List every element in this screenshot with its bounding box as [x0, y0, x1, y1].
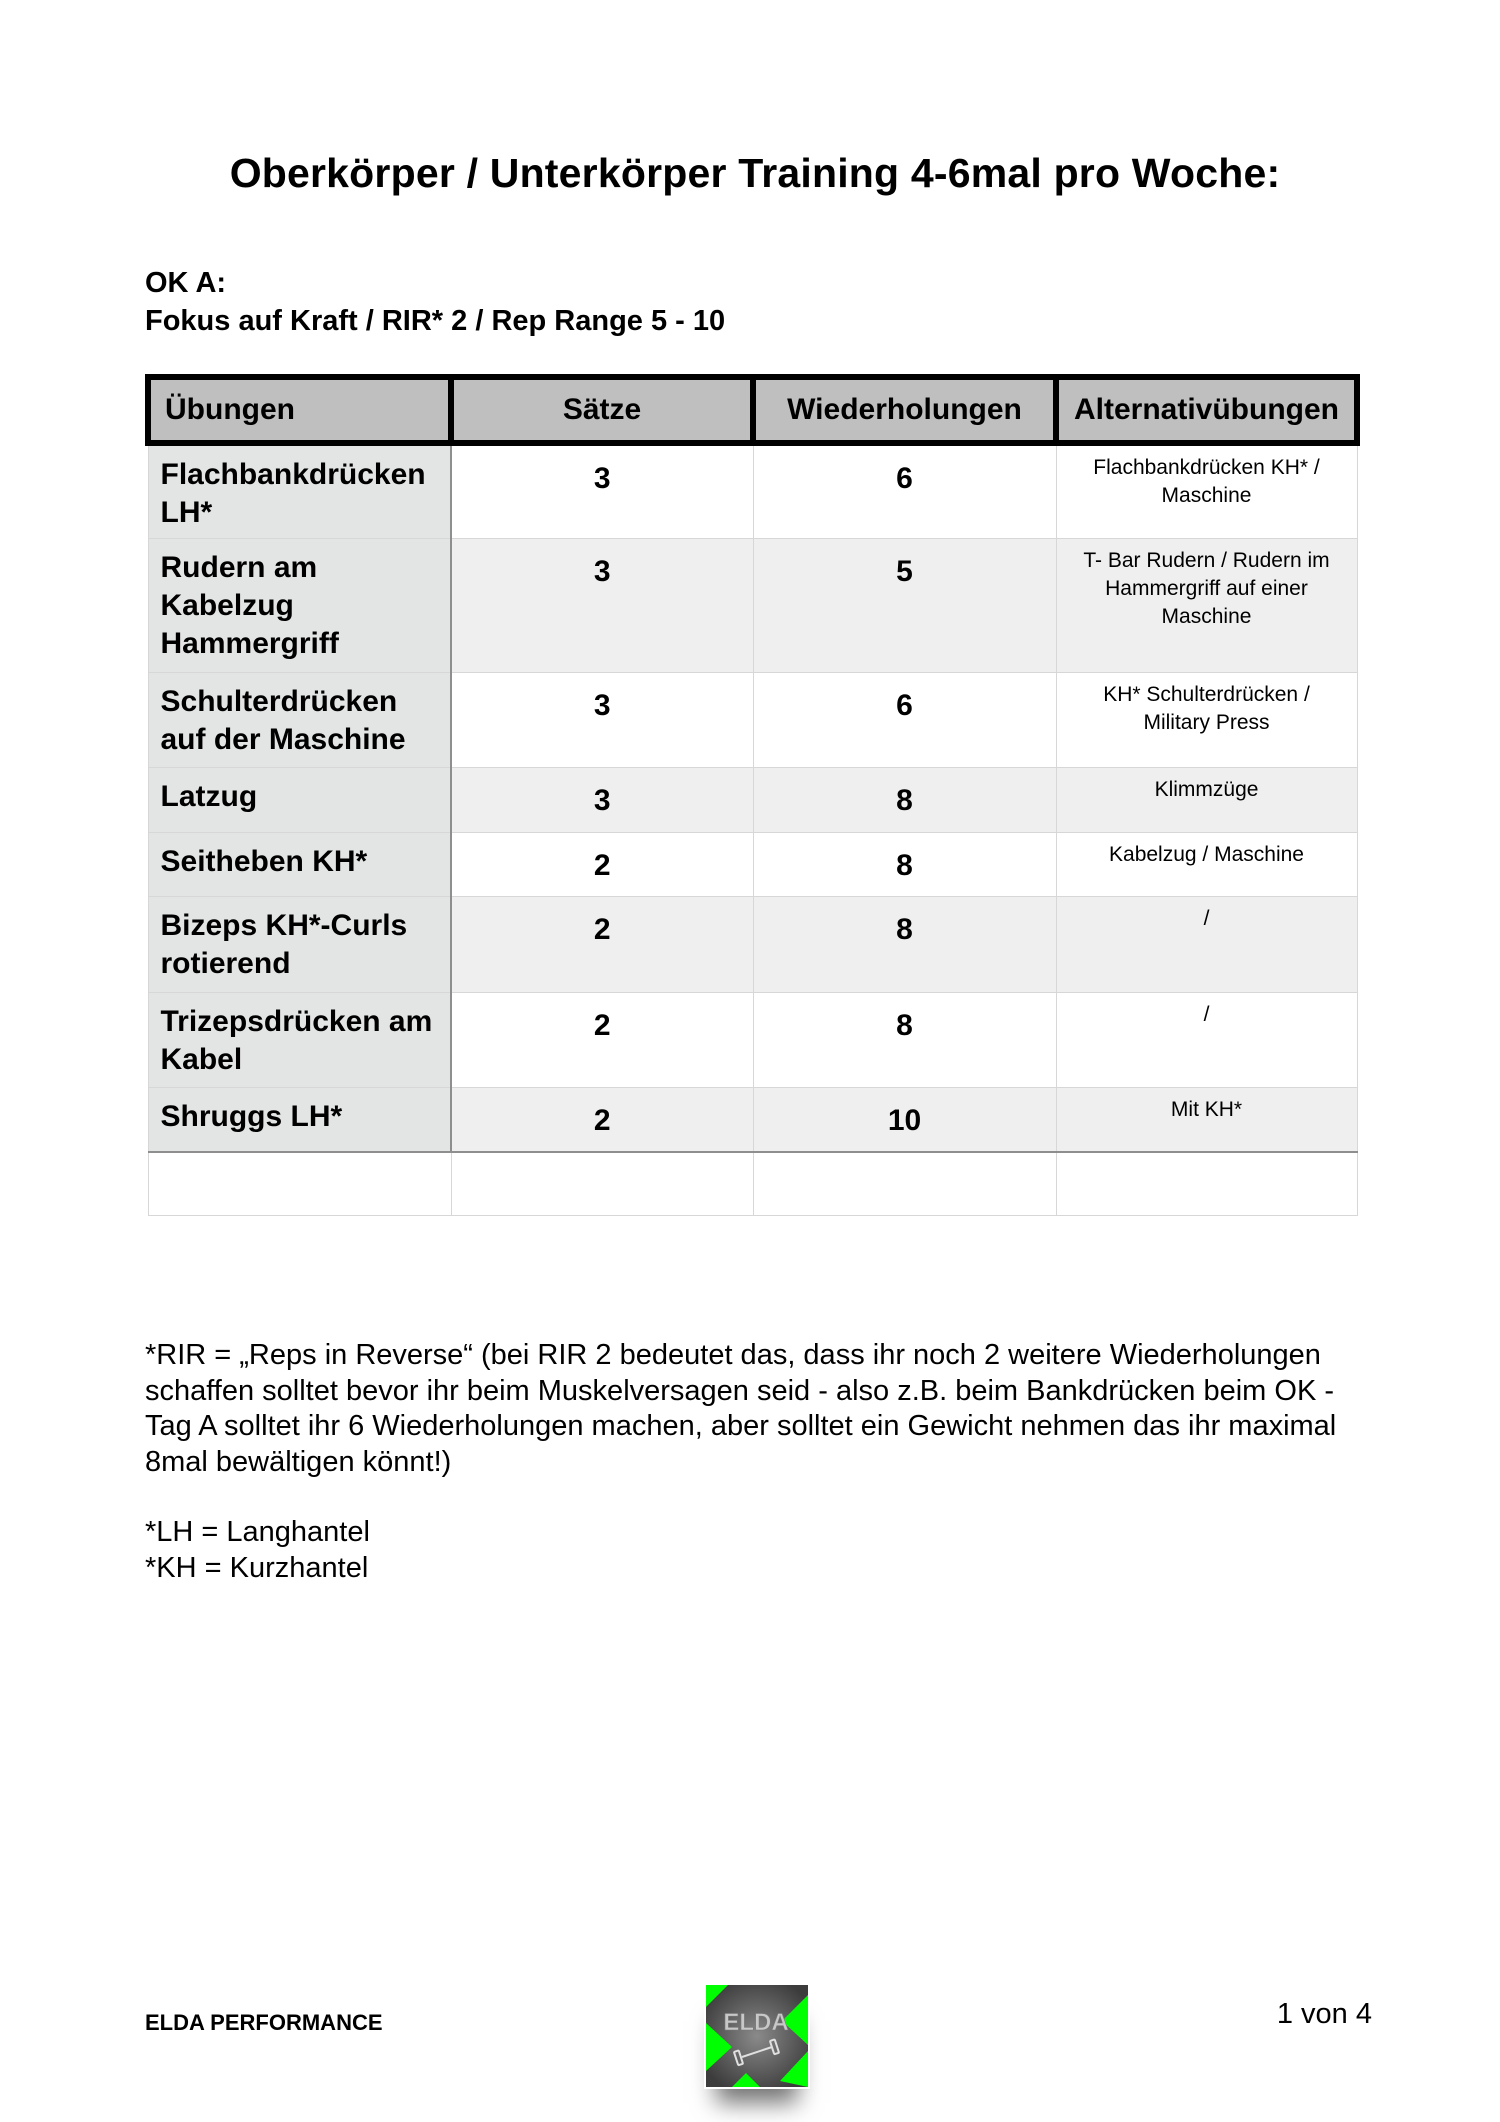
table-row — [148, 993, 1357, 1088]
exercise-cell: Trizepsdrücken am Kabel — [148, 993, 451, 1088]
reps-cell: 8 — [753, 833, 1056, 897]
table-row — [148, 833, 1357, 897]
exercise-cell: Shruggs LH* — [148, 1088, 451, 1152]
header-alternatives: Alternativübungen — [1056, 377, 1357, 443]
sets-cell: 2 — [451, 1088, 753, 1152]
table-row — [148, 1088, 1357, 1152]
footer-brand: ELDA PERFORMANCE — [145, 2010, 383, 2035]
reps-cell: 8 — [753, 768, 1056, 833]
table-row — [148, 443, 1357, 539]
empty-cell — [1056, 1152, 1357, 1216]
section-header — [145, 264, 725, 340]
sets-cell: 2 — [451, 897, 753, 993]
reps-cell: 6 — [753, 443, 1056, 539]
exercise-cell: Bizeps KH*-Curls rotierend — [148, 897, 451, 993]
empty-cell — [451, 1152, 753, 1216]
elda-logo — [704, 1983, 810, 2089]
table-row — [148, 673, 1357, 768]
empty-cell — [148, 1152, 451, 1216]
header-sets: Sätze — [451, 377, 753, 443]
reps-cell: 8 — [753, 897, 1056, 993]
alternative-cell: T- Bar Rudern / Rudern im Hammergriff auf einer Maschine — [1056, 539, 1357, 673]
sets-cell: 3 — [451, 768, 753, 833]
exercise-cell: Flachbankdrücken LH* — [148, 443, 451, 539]
training-table — [145, 374, 1360, 1216]
sets-cell: 3 — [451, 673, 753, 768]
alternative-cell: Klimmzüge — [1056, 768, 1357, 833]
alternative-cell: / — [1056, 993, 1357, 1088]
alternative-cell: / — [1056, 897, 1357, 993]
sets-cell: 3 — [451, 443, 753, 539]
page-title: Oberkörper / Unterkörper Training 4-6mal pro Woche: — [229, 150, 1281, 196]
alternative-cell: Kabelzug / Maschine — [1056, 833, 1357, 897]
section-focus: Fokus auf Kraft / RIR* 2 / Rep Range 5 - 10 — [145, 305, 726, 337]
header-reps: Wiederholungen — [753, 377, 1056, 443]
section-label: OK A: — [145, 267, 227, 299]
header-exercises: Übungen — [148, 377, 451, 443]
sets-cell: 3 — [451, 539, 753, 673]
exercise-cell: Rudern am Kabelzug Hammergriff — [148, 539, 451, 673]
alternative-cell: Mit KH* — [1056, 1088, 1357, 1152]
exercise-cell: Schulterdrücken auf der Maschine — [148, 673, 451, 768]
reps-cell: 6 — [753, 673, 1056, 768]
table-row — [148, 768, 1357, 833]
rir-footnote: *RIR = „Reps in Reverse“ (bei RIR 2 bedeutet das, dass ihr noch 2 weitere Wiederholungen schaffen solltet bevor ihr beim Muskelversagen seid - also z.B. beim Bankdrücken beim OK - Tag A solltet ihr 6 Wiederholungen machen, aber solltet ein Gewicht nehmen das ihr maximal 8mal bewältigen könnt!) — [145, 1339, 1337, 1478]
reps-cell: 8 — [753, 993, 1056, 1088]
kh-footnote: *KH = Kurzhantel — [145, 1551, 369, 1584]
logo-graphic — [706, 1985, 808, 2087]
empty-cell — [753, 1152, 1056, 1216]
table-row — [148, 897, 1357, 993]
exercise-cell: Seitheben KH* — [148, 833, 451, 897]
logo-text: ELDA — [723, 2009, 789, 2036]
alternative-cell: KH* Schulterdrücken / Military Press — [1056, 673, 1357, 768]
lh-footnote: *LH = Langhantel — [145, 1516, 370, 1548]
empty-table-row — [148, 1152, 1357, 1216]
table-header-row — [148, 377, 1357, 443]
page-indicator: 1 von 4 — [1276, 1998, 1372, 2030]
table-row — [148, 539, 1357, 673]
sets-cell: 2 — [451, 993, 753, 1088]
exercise-cell: Latzug — [148, 768, 451, 833]
reps-cell: 10 — [753, 1088, 1056, 1152]
footnotes — [145, 1338, 1375, 1586]
sets-cell: 2 — [451, 833, 753, 897]
reps-cell: 5 — [753, 539, 1056, 673]
alternative-cell: Flachbankdrücken KH* / Maschine — [1056, 443, 1357, 539]
